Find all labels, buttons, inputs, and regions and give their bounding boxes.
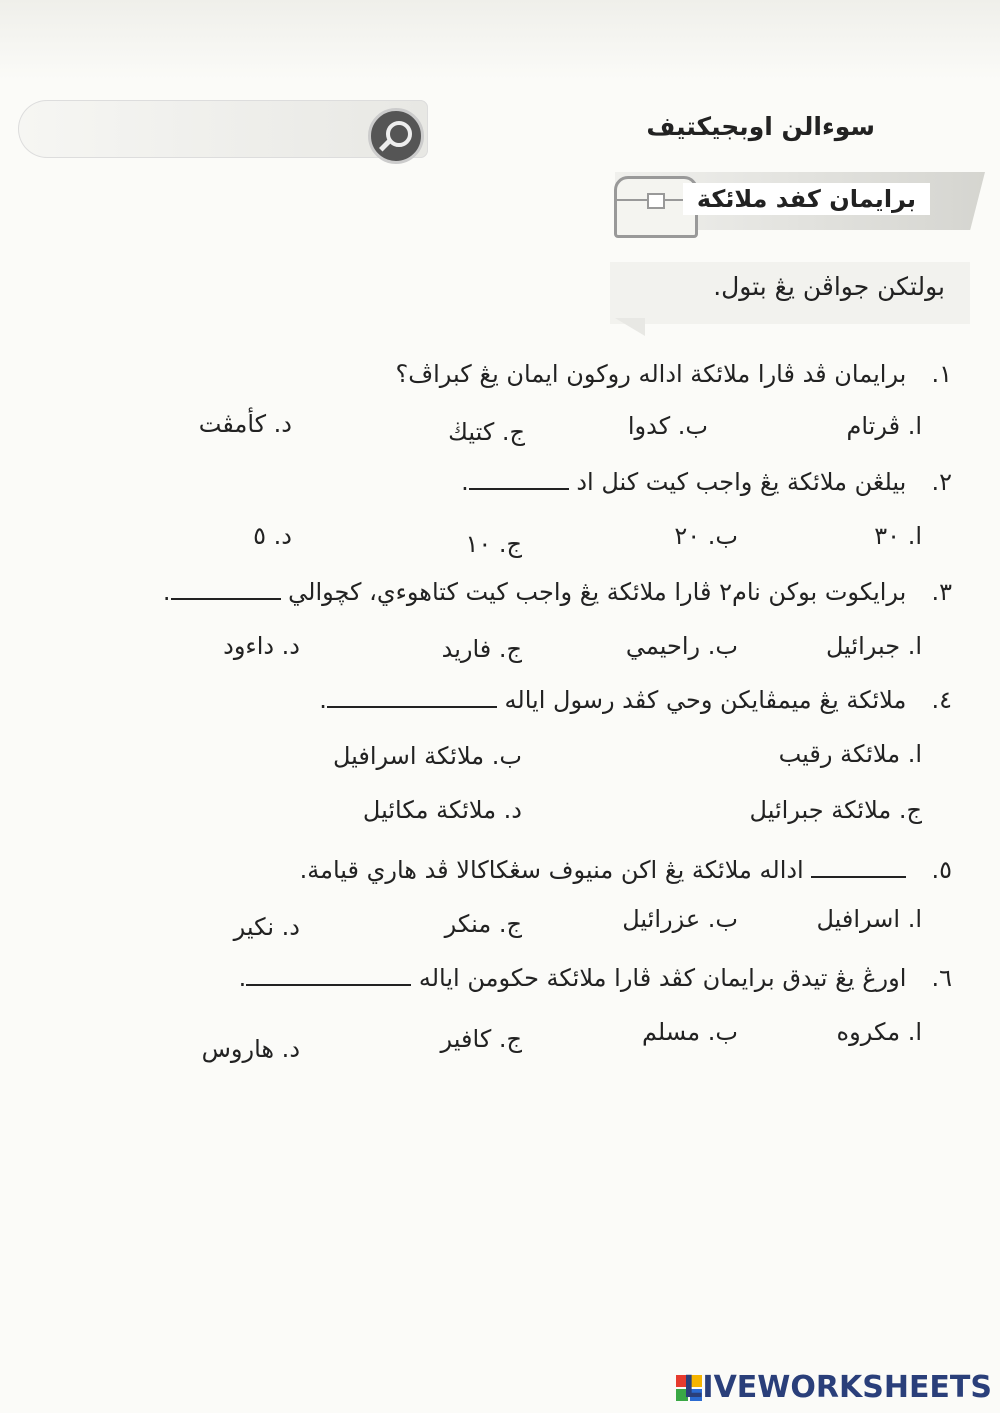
answer-blank[interactable] <box>327 686 497 708</box>
option-a[interactable]: ا. مكروه <box>836 1018 922 1046</box>
option-c[interactable]: ج. فاريد <box>441 635 522 663</box>
option-b[interactable]: ب. مسلم <box>641 1018 738 1046</box>
watermark: LIVEWORKSHEETS <box>683 1370 992 1405</box>
header-banner <box>18 100 428 158</box>
option-b[interactable]: ب. ملائكة اسرافيل <box>332 742 522 770</box>
answer-blank[interactable] <box>171 578 281 600</box>
option-c[interactable]: ج. كافير <box>440 1025 522 1053</box>
option-d[interactable]: د. كأمڤت <box>198 410 292 438</box>
option-d[interactable]: د. ملائكة مكائيل <box>362 796 522 824</box>
page-title: سوءالن اوبجيكتيف <box>646 112 875 141</box>
option-c[interactable]: ج. ملائكة جبرائيل <box>749 796 922 824</box>
section-title: برايمان كفد ملائكة <box>683 183 930 215</box>
question-6: ٦. اورڠ يڠ تيدق برايمان كڤد ڤارا ملائكة حكومن اياله . <box>238 964 952 992</box>
option-d[interactable]: د. نكير <box>233 913 300 941</box>
answer-blank[interactable] <box>246 964 411 986</box>
option-d[interactable]: د. داءود <box>223 632 300 660</box>
option-a[interactable]: ا. اسرافيل <box>816 905 922 933</box>
option-b[interactable]: ب. عزرائيل <box>622 905 738 933</box>
option-c[interactable]: ج. منكر <box>444 910 522 938</box>
question-text: اورڠ يڠ تيدق برايمان كڤد ڤارا ملائكة حكومن اياله <box>418 964 907 992</box>
question-text: برايكوت بوكن نام٢ ڤارا ملائكة يڠ واجب كيت كتاهوءي، كچوالي <box>288 578 907 606</box>
option-a[interactable]: ا. ٣٠ <box>874 522 922 550</box>
question-4: ٤. ملائكة يڠ ميمڤايكن وحي كڤد رسول اياله . <box>319 686 952 714</box>
question-text: اداله ملائكة يڠ اكن منيوف سڠكاكالا ڤد هاري قيامة. <box>299 856 804 884</box>
question-text: برايمان ڤد ڤارا ملائكة اداله روكون ايمان يڠ كبراڤ؟ <box>395 360 907 388</box>
question-1: ١. برايمان ڤد ڤارا ملائكة اداله روكون ايمان يڠ كبراڤ؟ <box>395 360 952 388</box>
option-b[interactable]: ب. ٢٠ <box>674 522 738 550</box>
option-a[interactable]: ا. ڤرتام <box>846 412 922 440</box>
question-2: ٢. بيلڠن ملائكة يڠ واجب كيت كنل اد . <box>461 468 952 496</box>
magnifier-icon <box>368 108 424 164</box>
option-c[interactable]: ج. كتيڬ <box>448 418 525 446</box>
question-5: ٥. اداله ملائكة يڠ اكن منيوف سڠكاكالا ڤد هاري قيامة. <box>299 856 952 884</box>
question-text: ملائكة يڠ ميمڤايكن وحي كڤد رسول اياله <box>504 686 907 714</box>
question-text: بيلڠن ملائكة يڠ واجب كيت كنل اد <box>576 468 907 496</box>
answer-blank[interactable] <box>469 468 569 490</box>
option-b[interactable]: ب. كدوا <box>627 412 708 440</box>
option-b[interactable]: ب. راحيمي <box>625 632 738 660</box>
option-d[interactable]: د. ٥ <box>253 522 292 550</box>
option-d[interactable]: د. هاروس <box>201 1035 300 1063</box>
instruction-text: بولتكن جواڤن يڠ بتول. <box>713 272 945 301</box>
option-a[interactable]: ا. ملائكة رقيب <box>778 740 922 768</box>
option-c[interactable]: ج. ١٠ <box>465 530 522 558</box>
answer-blank[interactable] <box>811 856 906 878</box>
question-3: ٣. برايكوت بوكن نام٢ ڤارا ملائكة يڠ واجب كيت كتاهوءي، كچوالي . <box>162 578 952 606</box>
option-a[interactable]: ا. جبرائيل <box>825 632 922 660</box>
